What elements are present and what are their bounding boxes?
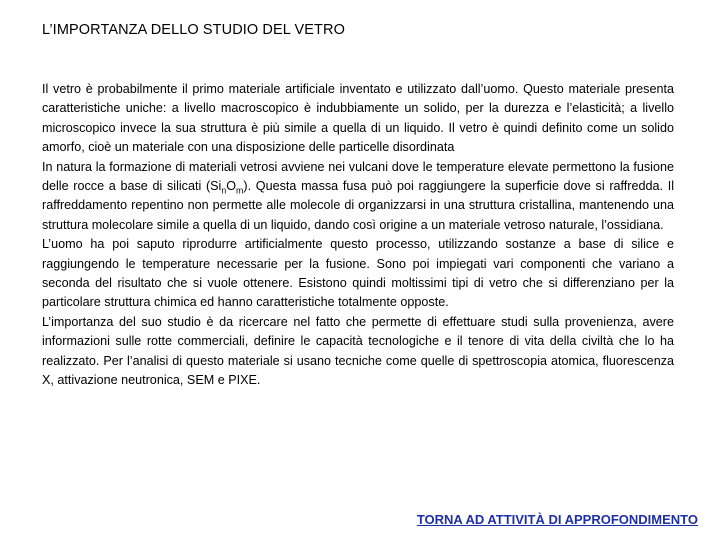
subscript-n: n	[221, 185, 227, 196]
paragraph-3: L’uomo ha poi saputo riprodurre artificialmente questo processo, utilizzando sostanze a base di silice e raggiungendo le temperature necessarie per la fusione. Sono poi impiegati vari componenti che variano a seconda del risultato che si vuole ottenere. Esistono quindi moltissimi tipi di vetro che si differenziano per la particolare struttura chimica ed hanno caratteristiche totalmente opposte.	[42, 237, 674, 310]
paragraph-1: Il vetro è probabilmente il primo materiale artificiale inventato e utilizzato dall’uomo. Questo materiale presenta caratteristiche uniche: a livello macroscopico è indubbiamente un solido, per la durezza e l’elasticità; a livello microscopico invece la sua struttura è più simile a quella di un liquido. Il vetro è quindi definito come un solido amorfo, cioè un materiale con una disposizione delle particelle disordinata	[42, 82, 674, 155]
body-text	[42, 80, 674, 391]
paragraph-2-end: ). Questa massa fusa può poi raggiungere la superficie dove si raffredda. Il raffreddamento repentino non permette alle molecole di organizzarsi in una struttura cristallina, mantenendo una struttura molecolare simile a quella di un liquido, dando così origine a un materiale vetroso naturale, l’ossidiana.	[42, 179, 674, 232]
paragraph-2-start: In natura la formazione di materiali vetrosi avviene nei vulcani dove le temperature elevate permettono la fusione delle rocce a base di silicati (Si	[42, 159, 674, 194]
paragraph-2-oxygen: O	[226, 179, 237, 194]
page-title: L’IMPORTANZA DELLO STUDIO DEL VETRO	[42, 22, 345, 38]
subscript-m: m	[236, 185, 244, 196]
paragraph-2	[42, 158, 674, 236]
paragraph-4: L’importanza del suo studio è da ricercare nel fatto che permette di effettuare studi sulla provenienza, avere informazioni sulle rotte commerciali, definire le capacità tecnologiche e il tenore di vita della civiltà che lo ha realizzato. Per l’analisi di questo materiale si usano tecniche come quelle di spettroscopia atomica, fluorescenza X, attivazione neutronica, SEM e PIXE.	[42, 314, 674, 388]
back-to-activities-link[interactable]: TORNA AD ATTIVITÀ DI APPROFONDIMENTO	[416, 512, 698, 527]
